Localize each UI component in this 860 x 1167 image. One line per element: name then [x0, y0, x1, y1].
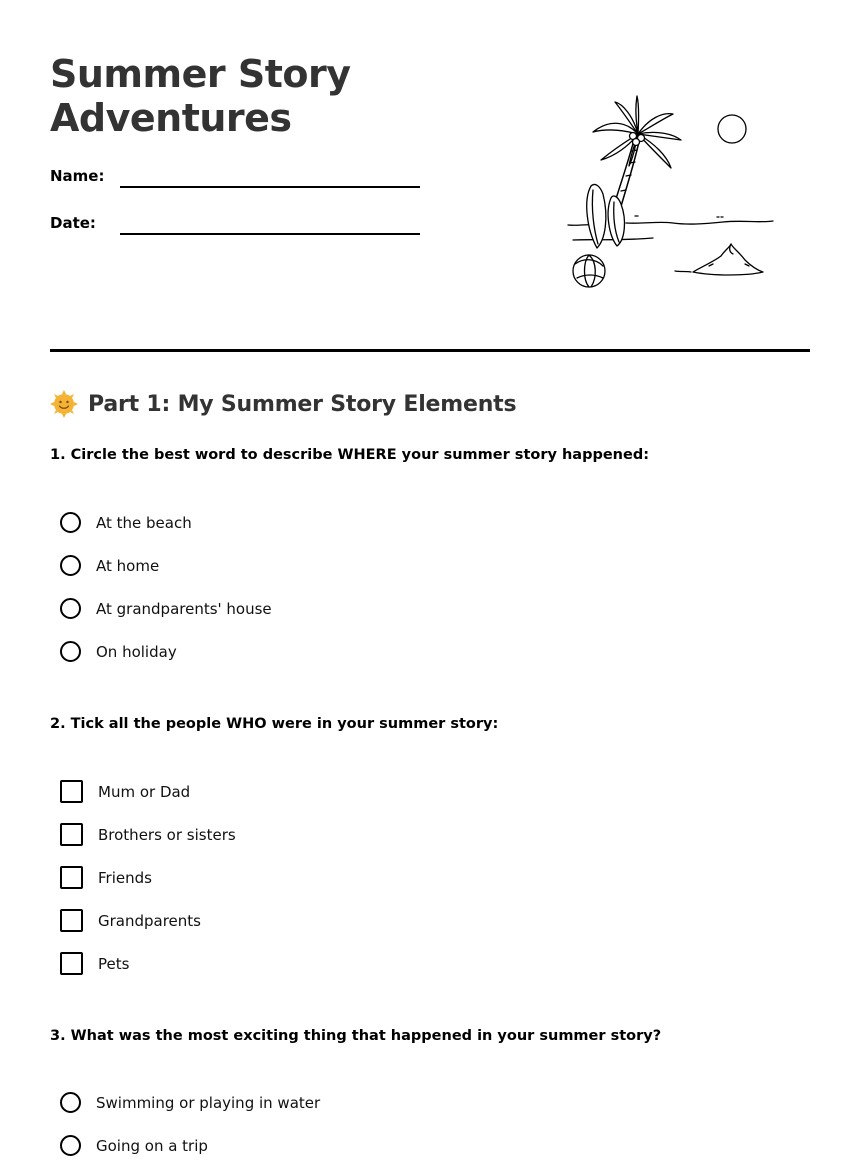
- option-label: Grandparents: [98, 911, 201, 930]
- option-grandparents[interactable]: [60, 899, 236, 942]
- option-friends[interactable]: [60, 856, 236, 899]
- circle-choice[interactable]: [60, 555, 81, 576]
- beach-illustration: [563, 90, 778, 295]
- option-at-grandparents-house[interactable]: [60, 587, 272, 630]
- part1-title: Part 1: My Summer Story Elements: [88, 391, 517, 417]
- checkbox[interactable]: [60, 909, 83, 932]
- sun-emoji-icon: [50, 390, 78, 418]
- part1-heading: [50, 388, 516, 420]
- option-pets[interactable]: [60, 942, 236, 985]
- question-3-options: [60, 1081, 320, 1167]
- title-line-1: Summer Story: [50, 52, 351, 96]
- circle-choice[interactable]: [60, 512, 81, 533]
- checkbox[interactable]: [60, 823, 83, 846]
- worksheet-title: [50, 52, 351, 140]
- option-on-holiday[interactable]: [60, 630, 272, 673]
- beach-ball-icon: [573, 255, 605, 287]
- question-2-options: [60, 770, 236, 985]
- sun-icon: [718, 115, 746, 143]
- section-divider: [50, 349, 810, 352]
- title-line-2: Adventures: [50, 96, 292, 140]
- date-field[interactable]: [50, 213, 430, 237]
- option-at-home[interactable]: [60, 544, 272, 587]
- date-label: Date:: [50, 214, 96, 232]
- option-label: At home: [96, 556, 160, 575]
- option-label: Brothers or sisters: [98, 825, 236, 844]
- option-brothers-or-sisters[interactable]: [60, 813, 236, 856]
- circle-choice[interactable]: [60, 641, 81, 662]
- name-line[interactable]: [120, 186, 420, 188]
- option-label: At grandparents' house: [96, 599, 272, 618]
- option-label: Going on a trip: [96, 1136, 208, 1155]
- name-field[interactable]: [50, 166, 430, 190]
- option-label: Pets: [98, 954, 130, 973]
- question-1-options: [60, 501, 272, 673]
- option-at-the-beach[interactable]: [60, 501, 272, 544]
- checkbox[interactable]: [60, 866, 83, 889]
- surfboard-icon: [587, 184, 625, 248]
- option-label: At the beach: [96, 513, 192, 532]
- option-label: Mum or Dad: [98, 782, 191, 801]
- palm-tree-icon: [593, 96, 681, 220]
- question-1: 1. Circle the best word to describe WHERE your summer story happened:: [50, 447, 650, 463]
- option-label: Friends: [98, 868, 152, 887]
- circle-choice[interactable]: [60, 1092, 81, 1113]
- checkbox[interactable]: [60, 780, 83, 803]
- option-mum-or-dad[interactable]: [60, 770, 236, 813]
- name-label: Name:: [50, 167, 105, 185]
- question-3: 3. What was the most exciting thing that happened in your summer story?: [50, 1028, 662, 1044]
- option-swimming[interactable]: [60, 1081, 320, 1124]
- circle-choice[interactable]: [60, 1135, 81, 1156]
- question-2: 2. Tick all the people WHO were in your summer story:: [50, 716, 499, 732]
- sandcastle-icon: [675, 244, 763, 275]
- option-label: On holiday: [96, 642, 177, 661]
- checkbox[interactable]: [60, 952, 83, 975]
- date-line[interactable]: [120, 233, 420, 235]
- circle-choice[interactable]: [60, 598, 81, 619]
- option-label: Swimming or playing in water: [96, 1093, 321, 1112]
